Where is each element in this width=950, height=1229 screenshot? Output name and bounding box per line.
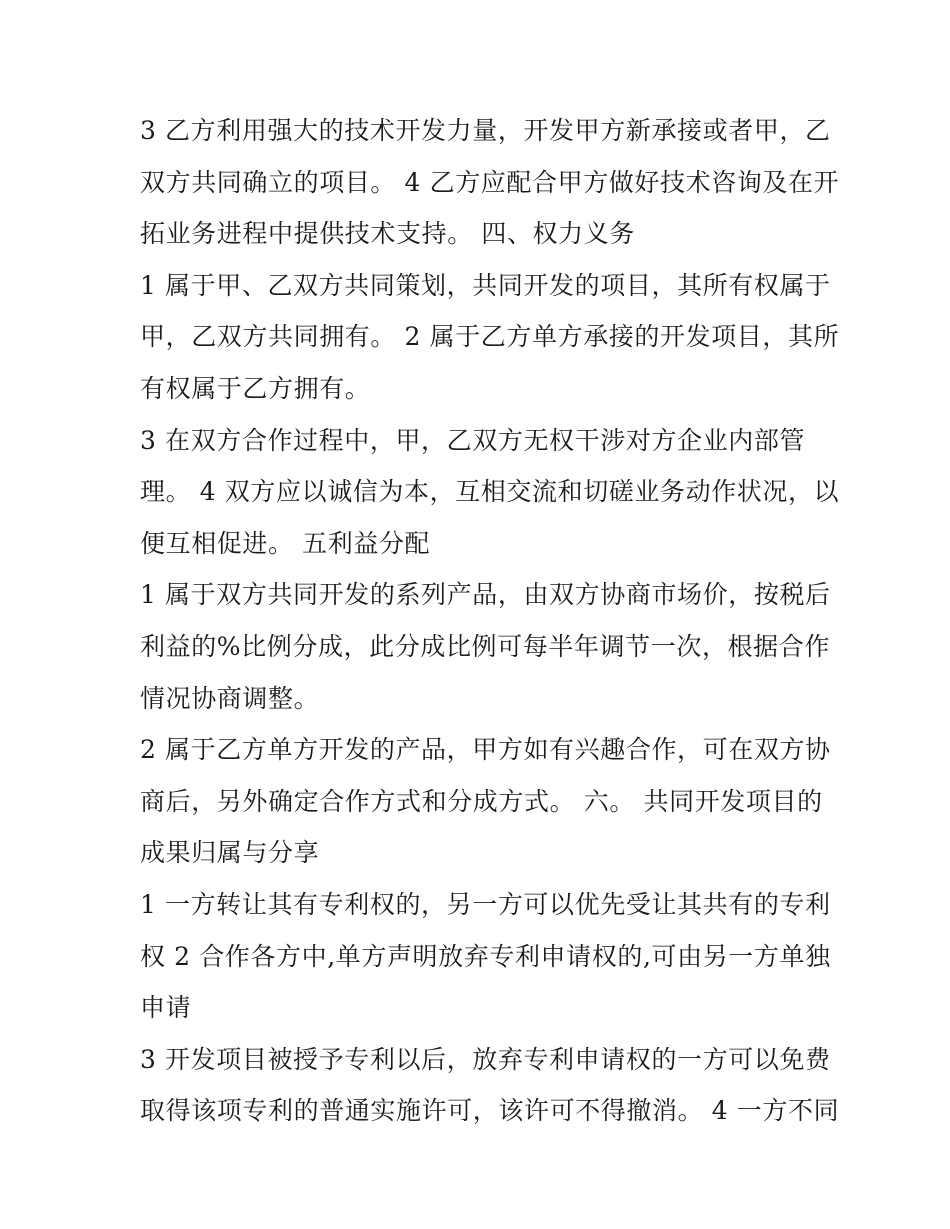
- document-body: [140, 105, 840, 1137]
- text-line: 2 属于乙方单方开发的产品，甲方如有兴趣合作，可在双方协: [140, 735, 831, 765]
- text-line: 商后，另外确定合作方式和分成方式。 六。 共同开发项目的: [140, 786, 823, 816]
- text-line: 3 乙方利用强大的技术开发力量，开发甲方新承接或者甲，乙: [140, 116, 831, 145]
- text-line: 双方共同确立的项目。 4 乙方应配合甲方做好技术咨询及在开: [140, 167, 840, 197]
- text-line: 申请: [140, 993, 192, 1023]
- text-line: 1 属于双方共同开发的系列产品，由双方协商市场价，按税后: [140, 580, 831, 610]
- text-line: 3 开发项目被授予专利以后，放弃专利申请权的一方可以免费: [140, 1044, 831, 1074]
- text-line: 1 一方转让其有专利权的，另一方可以优先受让其共有的专利: [140, 889, 831, 919]
- text-line: 理。 4 双方应以诚信为本，互相交流和切磋业务动作状况，以: [140, 477, 840, 507]
- text-line: 拓业务进程中提供技术支持。 四、权力义务: [140, 219, 635, 249]
- text-line: 3 在双方合作过程中，甲，乙双方无权干涉对方企业内部管: [140, 425, 806, 455]
- text-line: 情况协商调整。: [140, 683, 320, 713]
- text-line: 甲，乙双方共同拥有。 2 属于乙方单方承接的开发项目，其所: [140, 322, 840, 352]
- text-line: 成果归属与分享: [140, 838, 320, 868]
- text-line: 有权属于乙方拥有。: [140, 373, 371, 403]
- text-line: 便互相促进。 五利益分配: [140, 528, 431, 558]
- text-line: 取得该项专利的普通实施许可，该许可不得撤消。 4 一方不同: [140, 1096, 840, 1126]
- text-line: 利益的%比例分成，此分成比例可每半年调节一次，根据合作: [140, 631, 830, 661]
- text-line: 权 2 合作各方中,单方声明放弃专利申请权的,可由另一方单独: [140, 941, 831, 971]
- text-line: 1 属于甲、乙双方共同策划，共同开发的项目，其所有权属于: [140, 270, 831, 300]
